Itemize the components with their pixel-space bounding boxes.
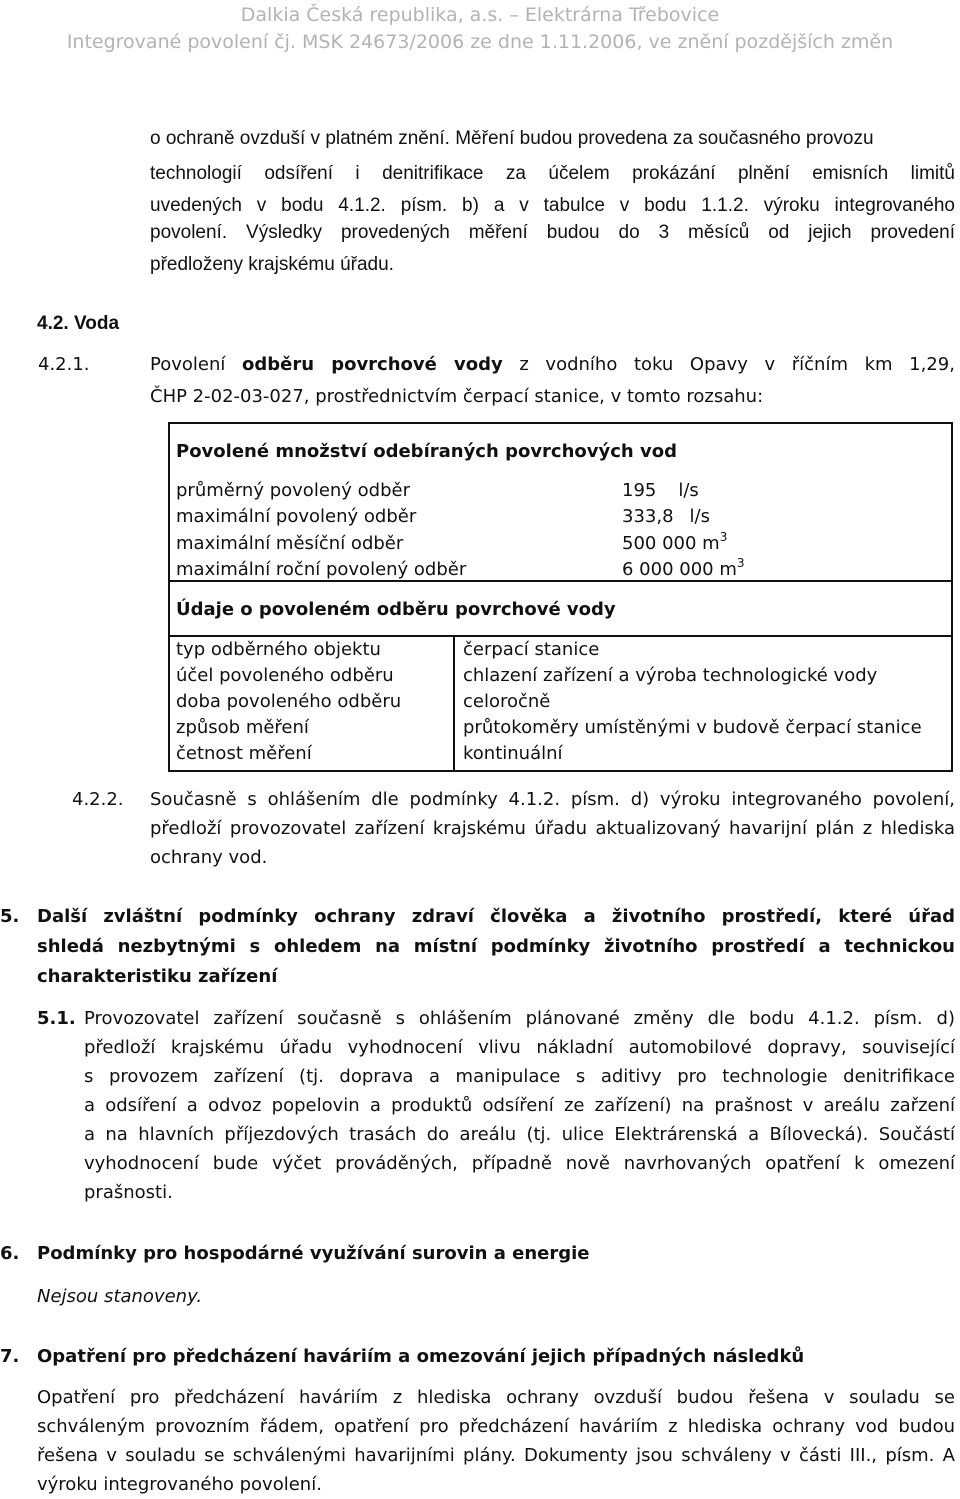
- section-5-title-line: Další zvláštní podmínky ochrany zdraví člověka a životního prostředí, které úřad: [37, 906, 955, 927]
- amount-value: [622, 558, 745, 582]
- detail-value: celoročně: [463, 691, 551, 712]
- detail-label: doba povoleného odběru: [176, 691, 402, 712]
- p422-line: ochrany vod.: [150, 847, 268, 868]
- s7-line: Opatření pro předcházení haváriím z hlediska ochrany ovzduší budou řešena v souladu se: [37, 1387, 955, 1408]
- detail-label: způsob měření: [176, 717, 309, 738]
- item-number: 4.2.1.: [38, 354, 90, 375]
- section-5-title-line: charakteristiku zařízení: [37, 966, 278, 987]
- s51-line: a na hlavních příjezdových trasách do areálu (tj. ulice Elektrárenská a Bílovecká). Součástí: [84, 1124, 955, 1145]
- value: 500 000: [622, 533, 697, 554]
- details-column-divider: [453, 635, 455, 772]
- p421-line-2: ČHP 2-02-03-027, prostřednictvím čerpací stanice, v tomto rozsahu:: [150, 386, 764, 407]
- value: 6 000 000: [622, 559, 714, 580]
- p422-line: předloží provozovatel zařízení krajskému úřadu aktualizovaný havarijní plán z hlediska: [150, 818, 955, 839]
- value: 195: [622, 480, 657, 501]
- section-5-title-line: shledá nezbytnými s ohledem na místní podmínky životního prostředí a technickou: [37, 936, 955, 957]
- section-6-body: Nejsou stanoveny.: [37, 1286, 203, 1307]
- amount-label: maximální roční povolený odběr: [176, 559, 467, 580]
- unit: l/s: [689, 506, 710, 527]
- detail-value: čerpací stanice: [463, 639, 600, 660]
- s7-line: řešena v souladu se schválenými havarijními plány. Dokumenty jsou schváleny v části III., písm. A: [37, 1445, 955, 1466]
- section-6-title: Podmínky pro hospodárné využívání surovin a energie: [37, 1243, 590, 1264]
- table-title-details: Údaje o povoleném odběru povrchové vody: [176, 599, 616, 620]
- detail-value: průtokoměry umístěnými v budově čerpací stanice: [463, 717, 922, 738]
- amount-value: [622, 505, 710, 529]
- detail-label: typ odběrného objektu: [176, 639, 381, 660]
- bold-run: odběru povrchové vody: [242, 354, 503, 375]
- s51-line: a odsíření a odvoz popelovin a produktů odsíření ze zařízení) na prašnost v areálu zařzení: [84, 1095, 955, 1116]
- section-7-title: Opatření pro předcházení haváriím a omezování jejich případných následků: [37, 1346, 805, 1367]
- s51-line: Provozovatel zařízení současně s ohlášením plánované změny dle bodu 4.1.2. písm. d): [84, 1008, 955, 1029]
- unit: l/s: [678, 480, 699, 501]
- section-number: 4.2.: [37, 313, 69, 334]
- s51-line: předloží krajskému úřadu vyhodnocení vlivu nákladní automobilové dopravy, související: [84, 1037, 955, 1058]
- text-run: Povolení: [150, 354, 242, 375]
- s51-line: prašnosti.: [84, 1182, 173, 1203]
- p422-line: Současně s ohlášením dle podmínky 4.1.2. písm. d) výroku integrovaného povolení,: [150, 789, 955, 810]
- item-number: 4.2.2.: [72, 789, 124, 810]
- section-number: 7.: [0, 1346, 20, 1367]
- s51-line: vyhodnocení bude výčet prováděných, případně nově navrhovaných opatření k omezení: [84, 1153, 955, 1174]
- intro-line: o ochraně ovzduší v platném znění. Měření budou provedena za současného provozu: [150, 128, 874, 149]
- intro-line: předloženy krajskému úřadu.: [150, 254, 394, 275]
- intro-line: uvedených v bodu 4.1.2. písm. b) a v tabulce v bodu 1.1.2. výroku integrovaného: [150, 195, 955, 216]
- details-top-border: [168, 635, 953, 637]
- item-number: 5.1.: [37, 1008, 76, 1029]
- amount-value: [622, 532, 727, 556]
- amount-label: průměrný povolený odběr: [176, 480, 411, 501]
- s7-line: schváleným provozním řádem, opatření pro předcházení haváriím z hlediska ochrany vod budou: [37, 1416, 955, 1437]
- detail-value: chlazení zařízení a výroba technologické vody: [463, 665, 878, 686]
- value: 333,8: [622, 506, 674, 527]
- section-number: 5.: [0, 906, 20, 927]
- text-run: z vodního toku Opavy v říčním km 1,29,: [502, 354, 955, 375]
- unit: m: [702, 533, 720, 554]
- s51-line: s provozem zařízení (tj. doprava a manipulace s aditivy pro technologie denitrifikace: [84, 1066, 955, 1087]
- intro-line: technologií odsíření i denitrifikace za účelem prokázání plnění emisních limitů: [150, 163, 955, 184]
- detail-label: četnost měření: [176, 743, 312, 764]
- superscript: 3: [736, 556, 745, 570]
- detail-label: účel povoleného odběru: [176, 665, 394, 686]
- s7-line: výroku integrovaného povolení.: [37, 1474, 322, 1495]
- amount-label: maximální měsíční odběr: [176, 533, 404, 554]
- detail-value: kontinuální: [463, 743, 563, 764]
- section-number: 6.: [0, 1243, 20, 1264]
- section-4-2-heading: [37, 312, 119, 336]
- section-title: Voda: [73, 313, 120, 334]
- p421-line-1: [150, 353, 955, 377]
- intro-line: povolení. Výsledky provedených měření budou do 3 měsíců od jejich provedení: [150, 222, 955, 243]
- amount-value: [622, 479, 699, 503]
- unit: m: [719, 559, 737, 580]
- header-line-2: Integrované povolení čj. MSK 24673/2006 ze dne 1.11.2006, ve znění pozdějších změn: [66, 31, 894, 53]
- table-title-amounts: Povolené množství odebíraných povrchových vod: [176, 441, 677, 462]
- amount-label: maximální povolený odběr: [176, 506, 417, 527]
- superscript: 3: [719, 530, 728, 544]
- header-line-1: Dalkia Česká republika, a.s. – Elektrárna Třebovice: [240, 4, 720, 26]
